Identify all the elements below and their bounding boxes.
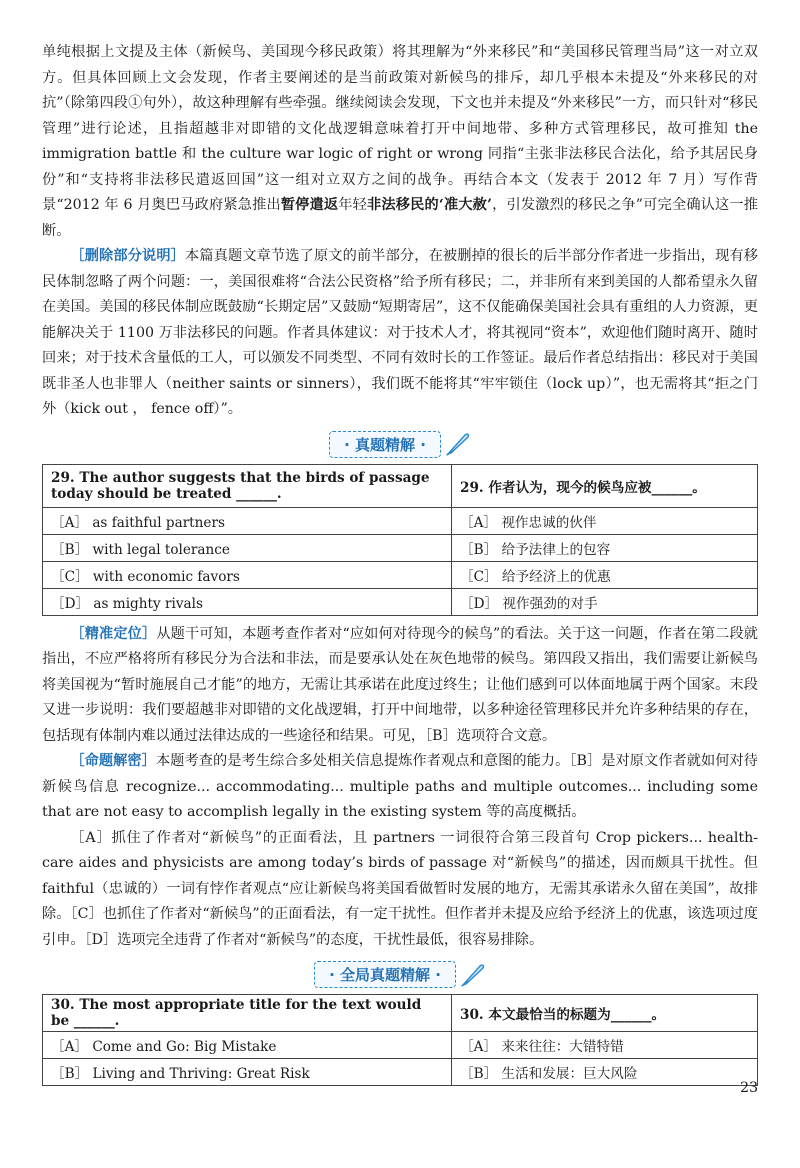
quill-icon [445,431,471,457]
option-zh: ［C］ 给予经济上的优惠 [452,561,758,588]
q30-en-question: 30. The most appropriate title for the text would be ______. [43,995,452,1032]
section-title-label: · 全局真题精解 · [314,961,456,988]
decode-paragraph: ［命题解密］本题考查的是考生综合多处相关信息提炼作者观点和意图的能力。［B］是对原文作者就如何对待新候鸟信息 recognize... accommodating... multiple paths and multiple outcomes... including some that are not easy to accomplish legally in the existing system 等的高度概括。 [42,753,758,820]
section-title-answers [42,431,758,458]
table-row [43,588,758,615]
table-row [43,534,758,561]
option-zh: ［B］ 生活和发展：巨大风险 [452,1059,758,1086]
decode-tag: ［命题解密］ [70,753,156,769]
page-content [42,40,758,1092]
bold-phrase: 非法移民的‘准大赦’ [367,197,492,213]
section-title-global [42,961,758,988]
option-en: ［A］ Come and Go: Big Mistake [43,1032,452,1059]
table-row [43,464,758,507]
bold-phrase: 暂停遣返 [280,197,339,213]
table-row [43,561,758,588]
option-zh: ［D］ 视作强劲的对手 [452,588,758,615]
question-29-table [42,464,758,616]
option-en: ［B］ with legal tolerance [43,534,452,561]
q29-en-question: 29. The author suggests that the birds of passage today should be treated ______. [43,464,452,507]
q30-zh-question: 30. 本文最恰当的标题为______。 [452,995,758,1032]
distractor-paragraph: ［A］抓住了作者对“新候鸟”的正面看法，且 partners 一词很符合第三段首句 Crop pickers... health-care aides and physicists are among today’s birds of passage 对“新候鸟”的描述，因而颇具干扰性。但 faithful（忠诚的）一词有悖作者观点“应让新候鸟将美国看做暂时发展的地方，无需其承诺永久留在美国”，故排除。［C］也抓住了作者对“新候鸟”的正面看法，有一定干扰性。但作者并未提及应给予经济上的优惠，该选项过度引申。［D］选项完全违背了作者对“新候鸟”的态度，干扰性最低，很容易排除。 [42,829,758,948]
option-zh: ［B］ 给予法律上的包容 [452,534,758,561]
deleted-note-paragraph: ［删除部分说明］本篇真题文章节选了原文的前半部分，在被删掉的很长的后半部分作者进一步指出，现有移民体制忽略了两个问题：一，美国很难将“合法公民资格”给予所有移民；二，并非所有来到美国的人都希望永久留在美国。美国的移民体制应既鼓励“长期定居”又鼓励“短期寄居”，这不仅能确保美国社会具有重组的人力资源，更能解决关于 1100 万非法移民的问题。作者具体建议：对于技术人才，将其视同“资本”，欢迎他们随时离开、随时回来；对于技术含量低的工人，可以颁发不同类型、不同有效时长的工作签证。最后作者总结指出：移民对于美国既非圣人也非罪人（neither saints or sinners），我们既不能将其“牢牢锁住（lock up）”，也无需将其“拒之门外（kick out ， fence off）”。 [42,248,758,417]
option-en: ［C］ with economic favors [43,561,452,588]
q29-zh-question: 29. 作者认为，现今的候鸟应被______。 [452,464,758,507]
table-row [43,1059,758,1086]
table-row [43,995,758,1032]
intro-paragraph: 单纯根据上文提及主体（新候鸟、美国现今移民政策）将其理解为“外来移民”和“美国移民管理当局”这一对立双方。但具体回顾上文会发现，作者主要阐述的是当前政策对新候鸟的排斥，却几乎根本未提及“外来移民的对抗”（除第四段①句外），故这种理解有些牵强。继续阅读会发现，下文也并未提及“外来移民”一方，而只针对“移民管理”进行论述，且指超越非对即错的文化战逻辑意味着打开中间地带、多种方式管理移民，故可推知 the immigration battle 和 the culture war logic of right or wrong 同指“主张非法移民合法化，给予其居民身份”和“支持将非法移民遣返回国”这一组对立双方之间的战争。再结合本文（发表于 2012 年 7 月）写作背景“2012 年 6 月奥巴马政府紧急推出暂停遣返年轻非法移民的‘准大赦’，引发激烈的移民之争”可完全确认这一推断。 [42,44,758,239]
option-zh: ［A］ 来来往往：大错特错 [452,1032,758,1059]
option-en: ［B］ Living and Thriving: Great Risk [43,1059,452,1086]
table-row [43,1032,758,1059]
page-number: 23 [740,1080,758,1096]
locate-tag: ［精准定位］ [70,625,157,642]
option-en: ［A］ as faithful partners [43,507,452,534]
deleted-note-tag: ［删除部分说明］ [70,248,186,264]
quill-icon [460,962,486,988]
table-row [43,507,758,534]
option-zh: ［A］ 视作忠诚的伙伴 [452,507,758,534]
option-en: ［D］ as mighty rivals [43,588,452,615]
question-30-table [42,994,758,1086]
locate-paragraph: ［精准定位］从题干可知，本题考查作者对“应如何对待现今的候鸟”的看法。关于这一问题，作者在第二段就指出，不应严格将所有移民分为合法和非法，而是要承认处在灰色地带的候鸟。第四段又指出，我们需要让新候鸟将美国视为“暂时施展自己才能”的地方，无需让其承诺在此度过终生；让他们感到可以体面地属于两个国家。末段又进一步说明：我们要超越非对即错的文化战逻辑，打开中间地带，以多种途径管理移民并允许多种结果的存在，包括现有体制内难以通过法律达成的一些途径和结果。可见，［B］选项符合文意。 [42,625,758,744]
section-title-label: · 真题精解 · [329,431,441,458]
